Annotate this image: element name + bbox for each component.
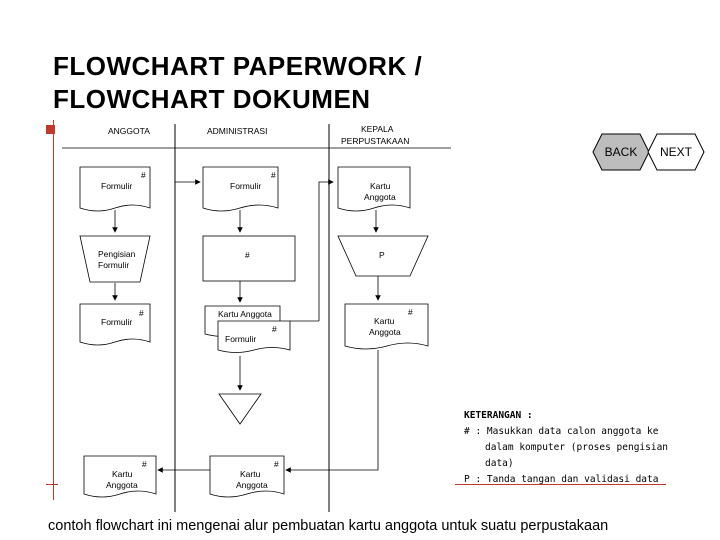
title-line-1: FLOWCHART PAPERWORK / bbox=[53, 51, 423, 81]
doc-formulir-2 bbox=[80, 304, 150, 345]
page-title bbox=[53, 50, 422, 116]
doc-kartu-1-label-1: Kartu bbox=[112, 469, 133, 479]
back-button[interactable] bbox=[592, 133, 650, 171]
doc-kartu-anggota-5 bbox=[345, 304, 428, 349]
caption: contoh flowchart ini mengenai alur pembuatan kartu anggota untuk suatu perpustakaan bbox=[48, 518, 609, 534]
connector-admin-to-kepala bbox=[319, 182, 333, 321]
doc-kartu-4-label-1: Kartu bbox=[370, 181, 391, 191]
doc-kartu-3-label-1: Kartu bbox=[240, 469, 261, 479]
manual-op-p-label: P bbox=[379, 250, 385, 260]
title-line-2: FLOWCHART DOKUMEN bbox=[53, 84, 371, 114]
lane-anggota-label: ANGGOTA bbox=[108, 126, 150, 136]
doc-formulir-1-mark: # bbox=[141, 170, 146, 180]
manual-op-p bbox=[338, 236, 428, 276]
doc-kartu-2-label: Kartu Anggota bbox=[218, 309, 272, 319]
lane-administrasi-label: ADMINISTRASI bbox=[207, 126, 268, 136]
doc-formulir-4 bbox=[218, 321, 290, 353]
legend-heading: KETERANGAN : bbox=[464, 410, 533, 421]
doc-formulir-3-label: Formulir bbox=[230, 181, 262, 191]
doc-formulir-4-mark: # bbox=[272, 324, 277, 334]
flowchart-diagram bbox=[58, 120, 455, 512]
doc-kartu-3-mark: # bbox=[274, 459, 279, 469]
manual-pengisian-formulir bbox=[80, 236, 150, 282]
lane-kepala-label-2: PERPUSTAKAAN bbox=[341, 136, 410, 146]
doc-kartu-1-label-2: Anggota bbox=[106, 480, 138, 490]
doc-formulir-2-mark: # bbox=[139, 308, 144, 318]
doc-kartu-anggota-4 bbox=[338, 167, 410, 211]
doc-kartu-1-mark: # bbox=[142, 459, 147, 469]
legend-hash-line-1: # : Masukkan data calon anggota ke bbox=[464, 426, 659, 437]
legend-hash-line-3: data) bbox=[485, 458, 514, 469]
left-rule bbox=[53, 120, 54, 500]
doc-kartu-anggota-1 bbox=[84, 456, 156, 497]
doc-formulir-2-label: Formulir bbox=[101, 317, 133, 327]
doc-kartu-anggota-3 bbox=[210, 456, 284, 497]
doc-formulir-1-label: Formulir bbox=[101, 181, 133, 191]
next-button[interactable] bbox=[647, 133, 705, 171]
process-box bbox=[203, 236, 295, 281]
doc-formulir-4-label: Formulir bbox=[225, 334, 257, 344]
doc-formulir-3-mark: # bbox=[271, 170, 276, 180]
manual-label-1: Pengisian bbox=[98, 249, 136, 259]
doc-kartu-5-label-1: Kartu bbox=[374, 316, 395, 326]
doc-kartu-5-mark: # bbox=[408, 307, 413, 317]
doc-kartu-3-label-2: Anggota bbox=[236, 480, 268, 490]
legend-hash-line-2: dalam komputer (proses pengisian bbox=[485, 442, 669, 453]
connector-kepala-to-admin bbox=[286, 350, 378, 470]
lane-kepala-label-1: KEPALA bbox=[361, 124, 394, 134]
doc-kartu-4-label-2: Anggota bbox=[364, 192, 396, 202]
next-label: NEXT bbox=[659, 145, 692, 159]
manual-label-2: Formulir bbox=[98, 260, 130, 270]
legend-p-line: P : Tanda tangan dan validasi data bbox=[464, 474, 659, 485]
doc-formulir-3 bbox=[203, 167, 278, 211]
flowchart-panel bbox=[58, 120, 455, 512]
doc-kartu-5-label-2: Anggota bbox=[369, 327, 401, 337]
back-label: BACK bbox=[604, 145, 638, 159]
doc-formulir-1 bbox=[80, 167, 150, 211]
legend-box bbox=[464, 408, 674, 488]
process-mark: # bbox=[245, 250, 250, 260]
offline-storage bbox=[219, 394, 261, 424]
